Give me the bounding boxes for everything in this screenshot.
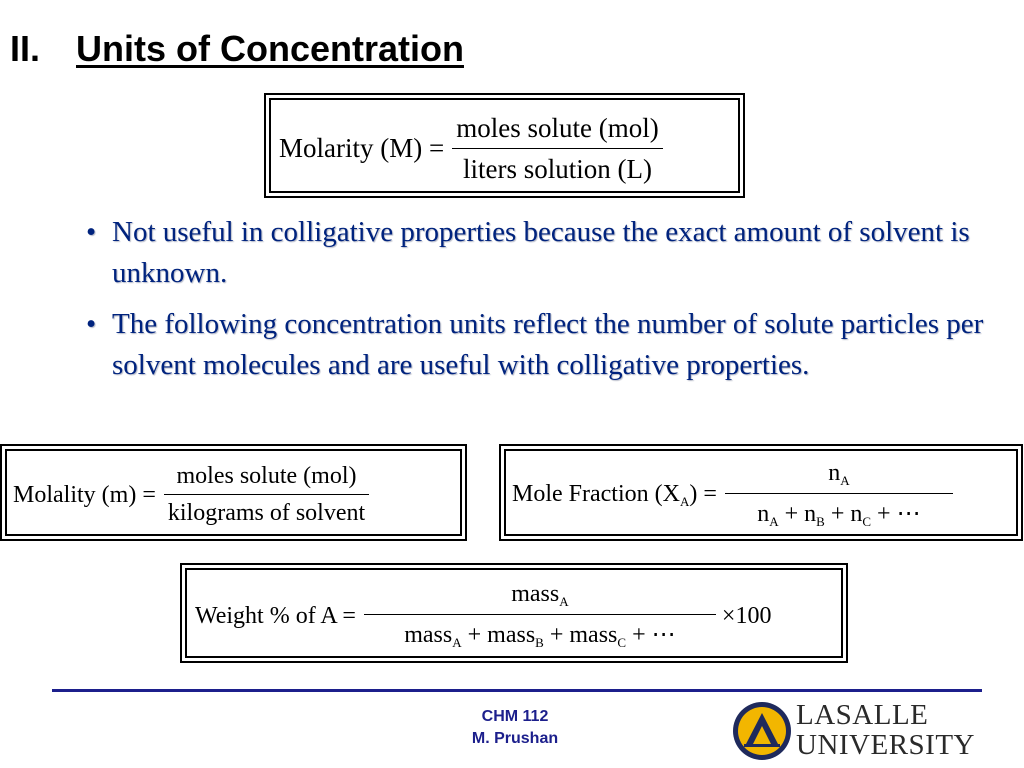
page-title: Units of Concentration bbox=[76, 28, 464, 69]
weight-percent-fraction bbox=[364, 581, 716, 651]
footer-credit bbox=[440, 706, 590, 750]
mole-fraction-denominator: $n_A + n_B + n_C$ + ⋯ bbox=[757, 501, 921, 529]
bullet-text: The following concentration units reflect the number of solute particles per solvent molecules and are useful with colligative properties. bbox=[112, 308, 984, 381]
section-number: II. bbox=[10, 28, 41, 69]
weight-percent-multiplier: ×100 bbox=[721, 602, 772, 629]
molarity-formula-box bbox=[264, 93, 745, 198]
mole-fraction-formula-box bbox=[499, 444, 1023, 541]
bullet-list bbox=[84, 212, 994, 396]
molality-fraction bbox=[164, 463, 369, 527]
bullet-item bbox=[84, 212, 994, 294]
bullet-icon: • bbox=[86, 216, 97, 248]
bullet-item bbox=[84, 304, 994, 386]
university-logo bbox=[732, 698, 982, 764]
molality-numerator: moles solute (mol) bbox=[176, 463, 357, 489]
logo-line-2: UNIVERSITY bbox=[796, 729, 975, 761]
bullet-text: Not useful in colligative properties because the exact amount of solvent is unknown. bbox=[112, 216, 970, 289]
molality-formula-box bbox=[0, 444, 467, 541]
molality-denominator: kilograms of solvent bbox=[167, 500, 366, 526]
course-code: CHM 112 bbox=[481, 708, 549, 725]
mole-fraction-numerator: $n_A$ bbox=[828, 460, 850, 488]
molarity-label: Molarity (M) = bbox=[279, 133, 445, 163]
molarity-fraction bbox=[452, 113, 662, 185]
molality-label: Molality (m) = bbox=[13, 481, 156, 508]
molarity-denominator: liters solution (L) bbox=[462, 153, 652, 184]
weight-percent-label: Weight % of A = bbox=[195, 602, 356, 629]
logo-line-1: LASALLE bbox=[796, 699, 929, 731]
mole-fraction-fraction bbox=[725, 460, 953, 530]
footer-divider bbox=[52, 689, 982, 692]
molarity-numerator: moles solute (mol) bbox=[456, 112, 659, 143]
weight-percent-numerator: mass$_A$ bbox=[511, 581, 569, 609]
logo-emblem-icon bbox=[732, 698, 792, 762]
logo-wordmark bbox=[796, 700, 975, 760]
instructor-name: M. Prushan bbox=[471, 730, 559, 747]
weight-percent-formula-box bbox=[180, 563, 848, 663]
mole-fraction-label: Mole Fraction $(X_A)$ = bbox=[512, 480, 717, 509]
bullet-icon: • bbox=[86, 308, 97, 340]
weight-percent-denominator: mass$_A$ + mass$_B$ + mass$_C$ + ⋯ bbox=[404, 622, 676, 650]
